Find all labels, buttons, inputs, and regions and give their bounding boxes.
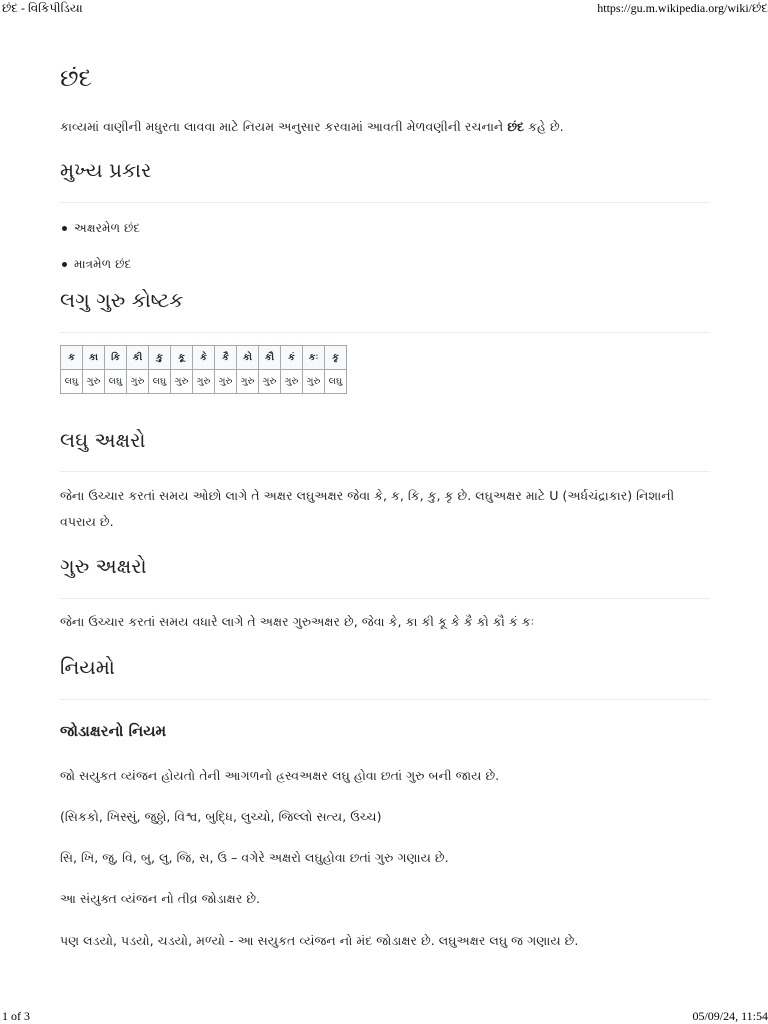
print-footer (0, 1008, 768, 1024)
rules-paragraph: જો સયુકત વ્યંજન હોયતો તેની આગળનો હ્રસ્વઅક્ષર લઘુ હોવા છતાં ગુરુ બની જાય છે. (60, 768, 500, 783)
print-url: https://gu.m.wikipedia.org/wiki/છંદ (597, 1, 768, 15)
rules-paragraph: આ સંયુક્ત વ્યંજન નો તીવ્ર જોડાક્ષર છે. (60, 891, 261, 906)
section-divider (60, 332, 710, 333)
intro-text: કાવ્યમાં વાણીની મધુરતા લાવવા માટે નિયમ અનુસાર કરવામાં આવતી મેળવણીની રચનાને (60, 119, 508, 134)
section-heading-laghu: લઘુ અક્ષરો (60, 428, 146, 452)
laghu-guru-table (60, 345, 347, 394)
table-cell: કિ (105, 346, 127, 370)
table-cell: ગુરુ (215, 370, 237, 394)
laghu-line-1: જેના ઉચ્ચાર કરતાં સમય ઓછો લાગે તે અક્ષર લઘુઅક્ષર જેવા કે, ક, કિ, કુ, કૃ છે. લઘુઅક્ષર માટે U (અર્ધચંદ્રાકાર) નિશાની (60, 488, 675, 503)
list-item: અક્ષરમેળ છંદ (60, 215, 140, 251)
table-cell: કૈ (215, 346, 237, 370)
table-cell: કૂ (171, 346, 193, 370)
table-cell: લઘુ (61, 370, 83, 394)
intro-text-end: કહે છે. (524, 119, 564, 134)
types-list (60, 215, 140, 287)
table-cell: ગુરુ (303, 370, 325, 394)
rules-paragraph: પણ લડયો, પડયો, ચડયો, મળ્યો - આ સયુકત વ્યંજન નો મંદ જોડાક્ષર છે. લઘુઅક્ષર લઘુ જ ગણાય છે. (60, 933, 579, 948)
section-divider (60, 471, 710, 472)
table-cell: ગુરુ (281, 370, 303, 394)
intro-paragraph (60, 114, 710, 140)
table-cell: કં (281, 346, 303, 370)
table-cell: કૃ (325, 346, 347, 370)
table-cell: ક (61, 346, 83, 370)
section-heading-types: મુખ્ય પ્રકાર (60, 158, 152, 182)
section-heading-table: લગુ ગુરુ કોષ્ટક (60, 288, 184, 312)
table-cell: ગુરુ (171, 370, 193, 394)
intro-bold-term: છંદ (507, 119, 525, 134)
section-divider (60, 699, 710, 700)
section-divider (60, 598, 710, 599)
section-heading-rules: નિયમો (60, 655, 115, 679)
section-heading-guru: ગુરુ અક્ષરો (60, 554, 147, 578)
print-page-title: છંદ - વિકિપીડિયા (2, 1, 83, 15)
laghu-line-2: વપરાય છે. (60, 514, 114, 529)
list-item: માત્રમેળ છંદ (60, 251, 140, 287)
table-cell: ગુરુ (259, 370, 281, 394)
page-counter: 1 of 3 (2, 1009, 30, 1023)
table-cell: કે (193, 346, 215, 370)
laghu-paragraph (60, 483, 710, 535)
table-cell: કો (237, 346, 259, 370)
section-divider (60, 202, 710, 203)
table-cell: કી (127, 346, 149, 370)
page-title: છંદ (60, 64, 92, 92)
print-timestamp: 05/09/24, 11:54 (692, 1009, 768, 1023)
rules-paragraph: (સિકકો, ખિસ્સું, જુઠ્ઠો, વિશ્વ, બુદ્ધિ, લુચ્ચો, જિલ્લો સત્ય, ઉચ્ચ) (60, 809, 382, 824)
subsection-heading-conjunct: જોડાક્ષરનો નિયમ (60, 722, 167, 740)
print-header (0, 0, 768, 16)
table-cell: ગુરુ (127, 370, 149, 394)
table-cell: લઘુ (149, 370, 171, 394)
table-cell: ગુરુ (83, 370, 105, 394)
rules-paragraph: સિ, ખિ, જુ, વિ, બુ, લુ, જિ, સ, ઉ – વગેરે અક્ષરો લઘુહોવા છતાં ગુરુ ગણાય છે. (60, 850, 449, 865)
table-cell: લઘુ (325, 370, 347, 394)
table-cell: કા (83, 346, 105, 370)
table-cell: લઘુ (105, 370, 127, 394)
table-cell: કઃ (303, 346, 325, 370)
table-row-values (61, 370, 347, 394)
table-cell: કુ (149, 346, 171, 370)
guru-paragraph: જેના ઉચ્ચાર કરતાં સમય વધારે લાગે તે અક્ષર ગુરુઅક્ષર છે, જેવા કે, કા કી કૂ કે કૈ કો કૌ કં કઃ (60, 614, 535, 629)
table-cell: કૌ (259, 346, 281, 370)
table-cell: ગુરુ (237, 370, 259, 394)
table-cell: ગુરુ (193, 370, 215, 394)
table-row-letters (61, 346, 347, 370)
